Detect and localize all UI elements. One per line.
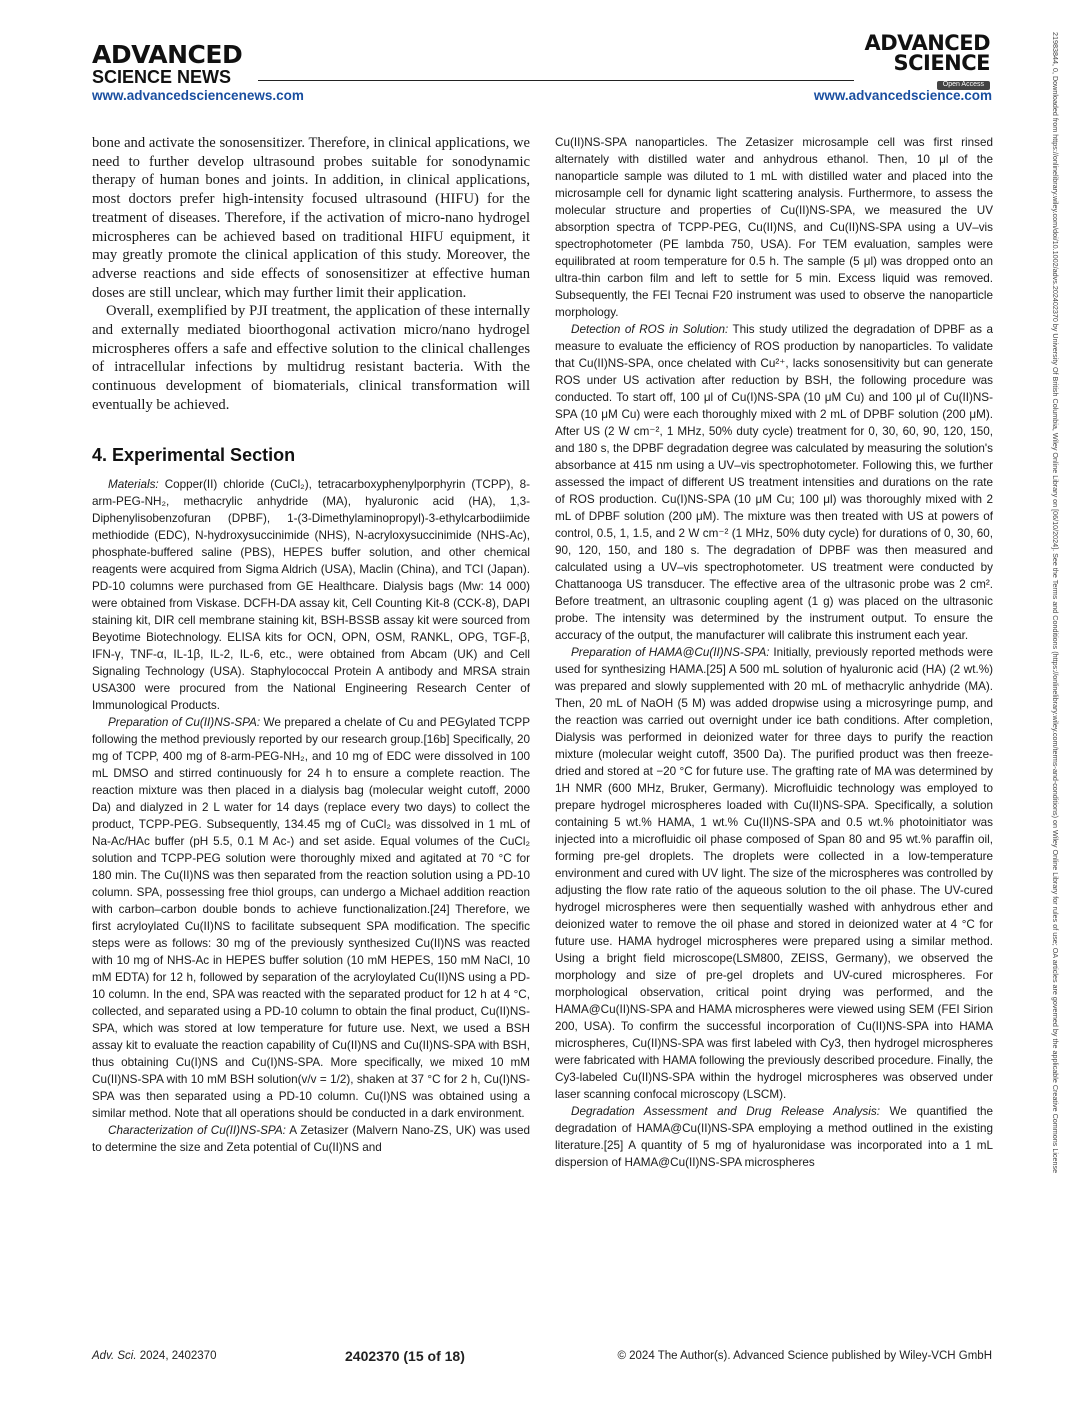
discussion-text [92, 134, 530, 415]
footer-page-number: 2402370 (15 of 18) [345, 1348, 465, 1364]
right-column [555, 134, 993, 1171]
hama-heading: Preparation of HAMA@Cu(II)NS-SPA: [571, 646, 770, 659]
characterization-continued: Cu(II)NS-SPA nanoparticles. The Zetasizer microsample cell was first rinsed alternately with distilled water and anhydrous ethanol. Then, 10 μl of the nanoparticle sample was diluted to 1 mL with distilled water and placed into the microsample cell for dynamic light scattering analysis. Furthermore, to assess the molecular structure and properties of Cu(II)NS-SPA, we measured the UV absorption spectra of TCPP-PEG, Cu(II)NS, and Cu(II)NS-SPA using a UV–vis spectrophotometer (PE lambda 750, USA). For TEM evaluation, samples were equilibrated at room temperature for 0.5 h. The sample (5 μl) was dropped onto an ultra-thin carbon film and left to settle for 5 min. Excess liquid was removed. Subsequently, the FEI Tecnai F20 instrument was used to observe the nanoparticle morphology. [555, 136, 993, 319]
degradation-text: We quantified the degradation of HAMA@Cu(II)NS-SPA employing a method outlined in the existing literature.[25] A quantity of 5 mg of hyaluronidase was incorporated into a 1 mL dispersion of HAMA@Cu(II)NS-SPA microspheres [555, 1105, 993, 1169]
characterization-text: A Zetasizer (Malvern Nano-ZS, UK) was used to determine the size and Zeta potential of Cu(II)NS and [92, 1123, 530, 1154]
hama-text: Initially, previously reported methods were used for synthesizing HAMA.[25] A 500 mL solution of hyaluronic acid (HA) (2 wt.%) was prepared and slowly supplemented with 20 mL of methacrylic anhydride (MA). Then, 20 mL of NaOH (5 M) was added dropwise using a microsyringe pump, and the reaction was carried out overnight under ice bath conditions. After completion, Dialysis was performed in deionized water for three days to purify the reaction mixture (molecular weight cutoff, 3500 Da). The purified product was then freeze-dried and stored at −20 °C for future use. The grafting rate of MA was determined by 1H NMR (600 MHz, Bruker, Germany). Microfluidic technology was employed to prepare hydrogel microspheres loaded with Cu(II)NS-SPA. Specifically, a solution containing 5 wt.% HAMA, 1 wt.% Cu(II)NS-SPA and 0.5 wt.% photoinitiator was injected into a microfluidic oil phase composed of Span 80 and 95 wt.% paraffin oil, forming pre-gel droplets. The droplets were collected in a low-temperature environment and cured with UV light. The size of the microspheres was controlled by adjusting the flow rate ratio of the aqueous solution to the oil phase. The UV-cured hydrogel microspheres were then sequentially washed with anhydrous ether and deionized water to remove the oil phase and stored in deionized water at 4 °C for future use. HAMA hydrogel microspheres were prepared using a similar method. Using a bright field microscope(LSM800, ZEISS, Germany), we observed the morphology and size of pre-gel droplets and UV-cured microspheres. For morphological observation, critical point drying was performed, and the HAMA@Cu(II)NS-SPA and HAMA microspheres were viewed using SEM (FEI Sirion 200, USA). To confirm the successful incorporation of Cu(II)NS-SPA into HAMA microspheres, Cu(II)NS-SPA was first labeled with Cy3, then hydrogel microspheres were fabricated with HAMA following the previously described procedure. Finally, the Cy3-labeled Cu(II)NS-SPA within the hydrogel microspheres was observed under laser scanning confocal microscopy (LSCM). [555, 646, 993, 1101]
degradation-paragraph [555, 1103, 993, 1171]
footer-journal: Adv. Sci. [92, 1350, 137, 1362]
preparation-text: We prepared a chelate of Cu and PEGylated TCPP following the method previously reported by our research group.[16b] Specifically, 20 mg of TCPP, 400 mg of 8-arm-PEG-NH₂, and 10 mg of EDC were dissolved in 100 mL DMSO and stirred continuously for 24 h to ensure a complete reaction. The reaction mixture was then placed in a dialysis bag (molecular weight cutoff, 2000 Da) and dialyzed in 2 L water for 14 days (replace every two days) to collect the product, TCPP-PEG. Subsequently, 134.45 mg of CuCl₂ was dissolved in 1 mL of Na-Ac/HAc buffer (pH 5.5, 0.1 M Ac-) and set aside. Equal volumes of the CuCl₂ solution and TCPP-PEG solution were thoroughly mixed and agitated at 70 °C for 180 min. The Cu(II)NS was then separated from the reaction solution using a PD-10 column. SPA, possessing free thiol groups, can undergo a Michael addition reaction with carbon–carbon double bonds to achieve functionalization.[24] Therefore, we first acryloylated Cu(II)NS to facilitate subsequent SPA modification. The specific steps were as follows: 30 mg of the previously synthesized Cu(II)NS was reacted with 10 mg of NHS-Ac in HEPES buffer solution (10 mM HEPES, 150 mM NaCl, 10 mM EDTA) for 12 h, followed by separation of the acryloylated Cu(II)NS using a PD-10 column. In the end, SPA was reacted with the separated product for 12 h at 4 °C, collected, and separated using a PD-10 column to obtain the final product, Cu(II)NS-SPA, which was stored at low temperature for future use. Next, we used a BSH assay kit to evaluate the reaction capability of Cu(II)NS and Cu(II)NS-SPA with BSH, thus obtaining Cu(I)NS and Cu(I)NS-SPA. More specifically, we mixed 10 mM Cu(II)NS-SPA with 10 mM BSH solution(v/v = 1/2), shaken at 37 °C for 2 h, Cu(I)NS-SPA was then separated using a PD-10 column. Cu(I)NS was obtained using a similar method. Note that all operations should be conducted in a dark environment. [92, 715, 531, 1120]
section-title: 4. Experimental Section [92, 444, 296, 465]
left-column [92, 134, 530, 1156]
hama-paragraph [555, 644, 993, 1103]
logo-line-1: ADVANCED [92, 40, 243, 69]
news-site-link[interactable]: www.advancedsciencenews.com [92, 88, 304, 103]
ros-heading: Detection of ROS in Solution: [571, 323, 729, 336]
logo-right-line-1: ADVANCED [864, 31, 990, 55]
materials-text: Copper(II) chloride (CuCl₂), tetracarboxyphenylporphyrin (TCPP), 8-arm-PEG-NH₂, methacrylic anhydride (MA), hyaluronic acid (HA), 1,3-Diphenylisobenzofuran (DPBF), 1-(3-Dimethylaminopropyl)-3-ethylcarbodiimide methiodide (EDC), N-hydroxysuccinimide (NHS), N-acryloxysuccinimide (NHS-Ac), phosphate-buffered saline (PBS), HEPES buffer solution, and other chemical reagents were acquired from Sigma Aldrich (USA), Maclin (China), and TCI (Japan). PD-10 columns were purchased from GE Healthcare. Dialysis bags (Mw: 14 000) were obtained from Viskase. DCFH-DA assay kit, Cell Counting Kit-8 (CCK-8), DAPI staining kit, DIR cell membrane staining kit, BSH-BSSB assay kit were sourced from Beyotime Biotechnology. ELISA kits for OCN, OPN, OSM, RANKL, OPG, TGF-β, IFN-γ, TNF-α, IL-1β, IL-2, IL-6, etc., were obtained from Abcam (UK) and Cell Signaling Technology (USA). Staphylococcal Protein A antibody and MRSA strain USA300 were procured from the National Engineering Research Center of Immunological Products. [92, 477, 530, 712]
experimental-text-left [92, 476, 530, 1156]
characterization-heading: Characterization of Cu(II)NS-SPA: [108, 1123, 286, 1137]
ros-paragraph [555, 321, 993, 644]
materials-heading: Materials: [108, 477, 159, 491]
header-divider [258, 80, 854, 81]
logo-right-line-2: SCIENCE [893, 50, 990, 75]
ros-text: This study utilized the degradation of DPBF as a measure to evaluate the efficiency of ROS production by nanoparticles. To validate that Cu(II)NS-SPA, once chelated with Cu²⁺, lacks sonosensitivity but can generate ROS under US activation after reduction by BSH, the following procedure was conducted. To start off, 100 μl of Cu(I)NS-SPA (10 μM Cu) and 100 μl of Cu(II)NS-SPA (10 μM Cu) were each thoroughly mixed with 2 mL of DPBF solution (200 μM). After US (2 W cm⁻², 1 MHz, 50% duty cycle) treatment for 0, 30, 60, 90, 120, 150, and 180 s, the DPBF degradation degree was calculated by measuring the solution's absorbance at 415 nm using a UV–vis spectrophotometer. Following this, we further assessed the impact of different US treatment intensities and durations on the rate of ROS production. Cu(I)NS-SPA (10 μM Cu; 100 μl) was thoroughly mixed with 2 mL of DPBF solution (200 μM). The mixture was then treated with US at powers of control, 0.5, 1, 1.5, and 2 W cm⁻² (1 MHz, 50% duty cycle) for durations of 0, 30, 60, 90, 120, 150, and 180 s. The degradation of DPBF was then measured and calculated using a UV–vis spectrophotometer. US treatment were conducted by Chattanooga US transducer. The effective area of the ultrasonic probe was 2 cm². Before treatment, an ultrasonic coupling agent (1 g) was placed on the ultrasonic probe. The intensity was determined by the instrument output. To ensure the accuracy of the output, the manufacturer will calibrate this instrument each year. [555, 323, 993, 642]
preparation-heading: Preparation of Cu(II)NS-SPA: [108, 715, 261, 729]
open-access-badge: Open Access [937, 81, 990, 90]
journal-site-link[interactable]: www.advancedscience.com [813, 88, 992, 103]
footer-citation [92, 1350, 216, 1362]
degradation-heading: Degradation Assessment and Drug Release Analysis: [571, 1105, 880, 1118]
characterization-paragraph [92, 1122, 530, 1156]
footer-year-article: 2024, 2402370 [139, 1350, 217, 1362]
advanced-science-logo [864, 31, 990, 90]
footer-copyright: © 2024 The Author(s). Advanced Science published by Wiley-VCH GmbH [617, 1350, 992, 1362]
download-side-note: 21983844, 0, Downloaded from https://onlinelibrary.wiley.com/doi/10.1002/advs.202402370 by University Of British Columbia, Wiley Online Library on [06/10/2024]. See the Terms and Conditions (https://onlinelibrary.wiley.com/terms-and-conditions) on Wiley Online Library for rules of use; OA articles are governed by the applicable Creative Commons License [1051, 32, 1060, 1174]
advanced-science-news-logo [92, 42, 242, 86]
experimental-text-right [555, 134, 993, 1171]
logo-line-2: SCIENCE NEWS [92, 67, 232, 87]
intro-paragraph-1: bone and activate the sonosensitizer. Therefore, in clinical applications, we need to further develop ultrasound probes suitable for sonodynamic therapy of human bones and joints. In addition, in clinical applications, most doctors prefer high-intensity focused ultrasound (HIFU) for the treatment of diseases. Therefore, if the activation of micro-nano hydrogel microspheres can be achieved based on traditional HIFU equipment, it may greatly promote the clinical application of this study. Moreover, the adverse reactions and side effects of sonosensitizer at effective human doses are still unclear, which may further limit their application. [92, 135, 530, 301]
preparation-paragraph [92, 714, 530, 1122]
intro-paragraph-2: Overall, exemplified by PJI treatment, the application of these internally and externally mediated bioorthogonal activation micro/nano hydrogel microspheres offers a safe and effective solution to the clinical challenges of intracellular infections by multidrug resistant bacteria. With the continuous development of biomaterials, clinical transformation will eventually be achieved. [92, 303, 530, 413]
materials-paragraph [92, 476, 530, 714]
